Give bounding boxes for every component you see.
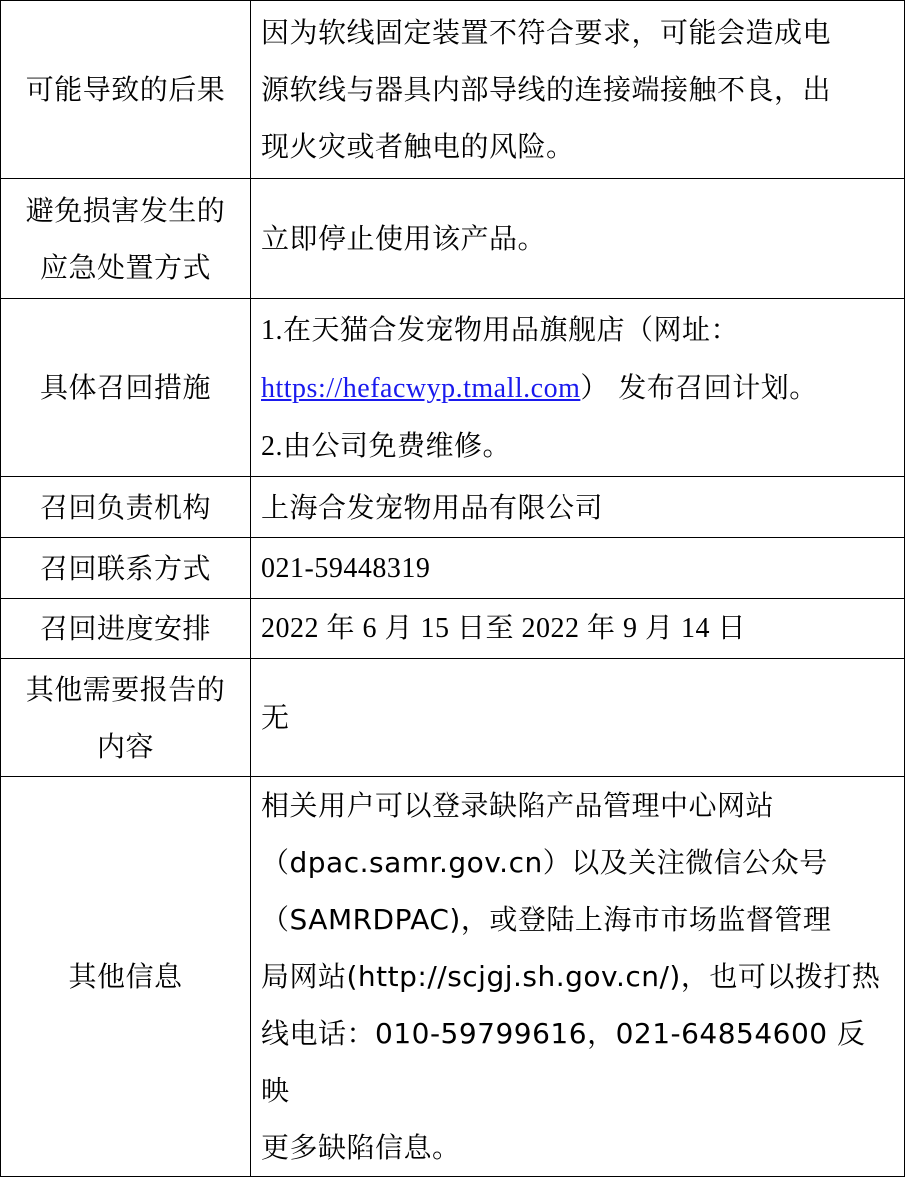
row-value-responsible-org — [251, 477, 905, 538]
row-label-contact — [1, 538, 251, 599]
label-text: 可能导致的后果 — [25, 73, 226, 106]
value-text: 上海合发宠物用品有限公司 — [261, 490, 604, 524]
table-row — [1, 659, 905, 777]
row-value-other-report — [251, 659, 905, 777]
value-text: 立即停止使用该产品。 — [261, 222, 547, 255]
value-line: （dpac.samr.gov.cn）以及关注微信公众号 — [261, 846, 828, 879]
label-line: 内容 — [96, 729, 154, 763]
table-row — [1, 179, 905, 299]
value-line-text: ） 发布召回计划。 — [580, 370, 818, 404]
value-line: 相关用户可以登录缺陷产品管理中心网站 — [261, 789, 775, 822]
row-value-recall-measures — [251, 299, 905, 477]
row-label-emergency-measures — [1, 179, 251, 299]
row-label-schedule — [1, 599, 251, 659]
value-line: 源软线与器具内部导线的连接端接触不良，出 — [261, 73, 832, 106]
value-line: 因为软线固定装置不符合要求，可能会造成电 — [261, 16, 832, 49]
row-value-other-info — [251, 777, 905, 1177]
row-value-schedule — [251, 599, 905, 659]
label-text: 召回进度安排 — [39, 612, 211, 645]
value-line — [261, 359, 894, 417]
value-text: 2022 年 6 月 15 日至 2022 年 9 月 14 日 — [261, 613, 747, 644]
value-line: 局网站(http://scjgj.sh.gov.cn/)，也可以拨打热 — [261, 960, 881, 993]
value-text: 无 — [261, 701, 290, 734]
label-text: 召回联系方式 — [39, 551, 211, 585]
table-row — [1, 777, 905, 1177]
label-text: 其他信息 — [68, 960, 183, 993]
value-line — [261, 301, 894, 359]
label-line: 其他需要报告的 — [25, 672, 226, 706]
row-label-other-info — [1, 777, 251, 1177]
label-line: 避免损害发生的 — [25, 193, 226, 227]
row-label-recall-measures — [1, 299, 251, 477]
row-value-emergency-measures — [251, 179, 905, 299]
row-label-consequence — [1, 1, 251, 179]
row-label-other-report — [1, 659, 251, 777]
value-line: 线电话：010-59799616，021-64854600 反映 — [261, 1017, 866, 1107]
table-row — [1, 477, 905, 538]
value-line: 现火灾或者触电的风险。 — [261, 130, 575, 163]
row-value-contact — [251, 538, 905, 599]
row-value-consequence — [251, 1, 905, 179]
value-line: 更多缺陷信息。 — [261, 1131, 461, 1164]
label-text: 具体召回措施 — [39, 371, 211, 404]
label-line: 应急处置方式 — [39, 250, 211, 284]
table-row — [1, 299, 905, 477]
value-line-text: 2.由公司免费维修。 — [261, 430, 512, 462]
table-row — [1, 538, 905, 599]
label-text: 召回负责机构 — [39, 490, 211, 524]
value-line — [261, 417, 894, 475]
tmall-store-link[interactable]: https://hefacwyp.tmall.com — [261, 372, 581, 404]
table-row — [1, 1, 905, 179]
row-label-responsible-org — [1, 477, 251, 538]
table-row — [1, 599, 905, 659]
value-line: （SAMRDPAC)，或登陆上海市市场监督管理 — [261, 903, 832, 936]
value-line-text: 1.在天猫合发宠物用品旗舰店（网址： — [261, 314, 740, 346]
value-text: 021-59448319 — [261, 552, 431, 584]
